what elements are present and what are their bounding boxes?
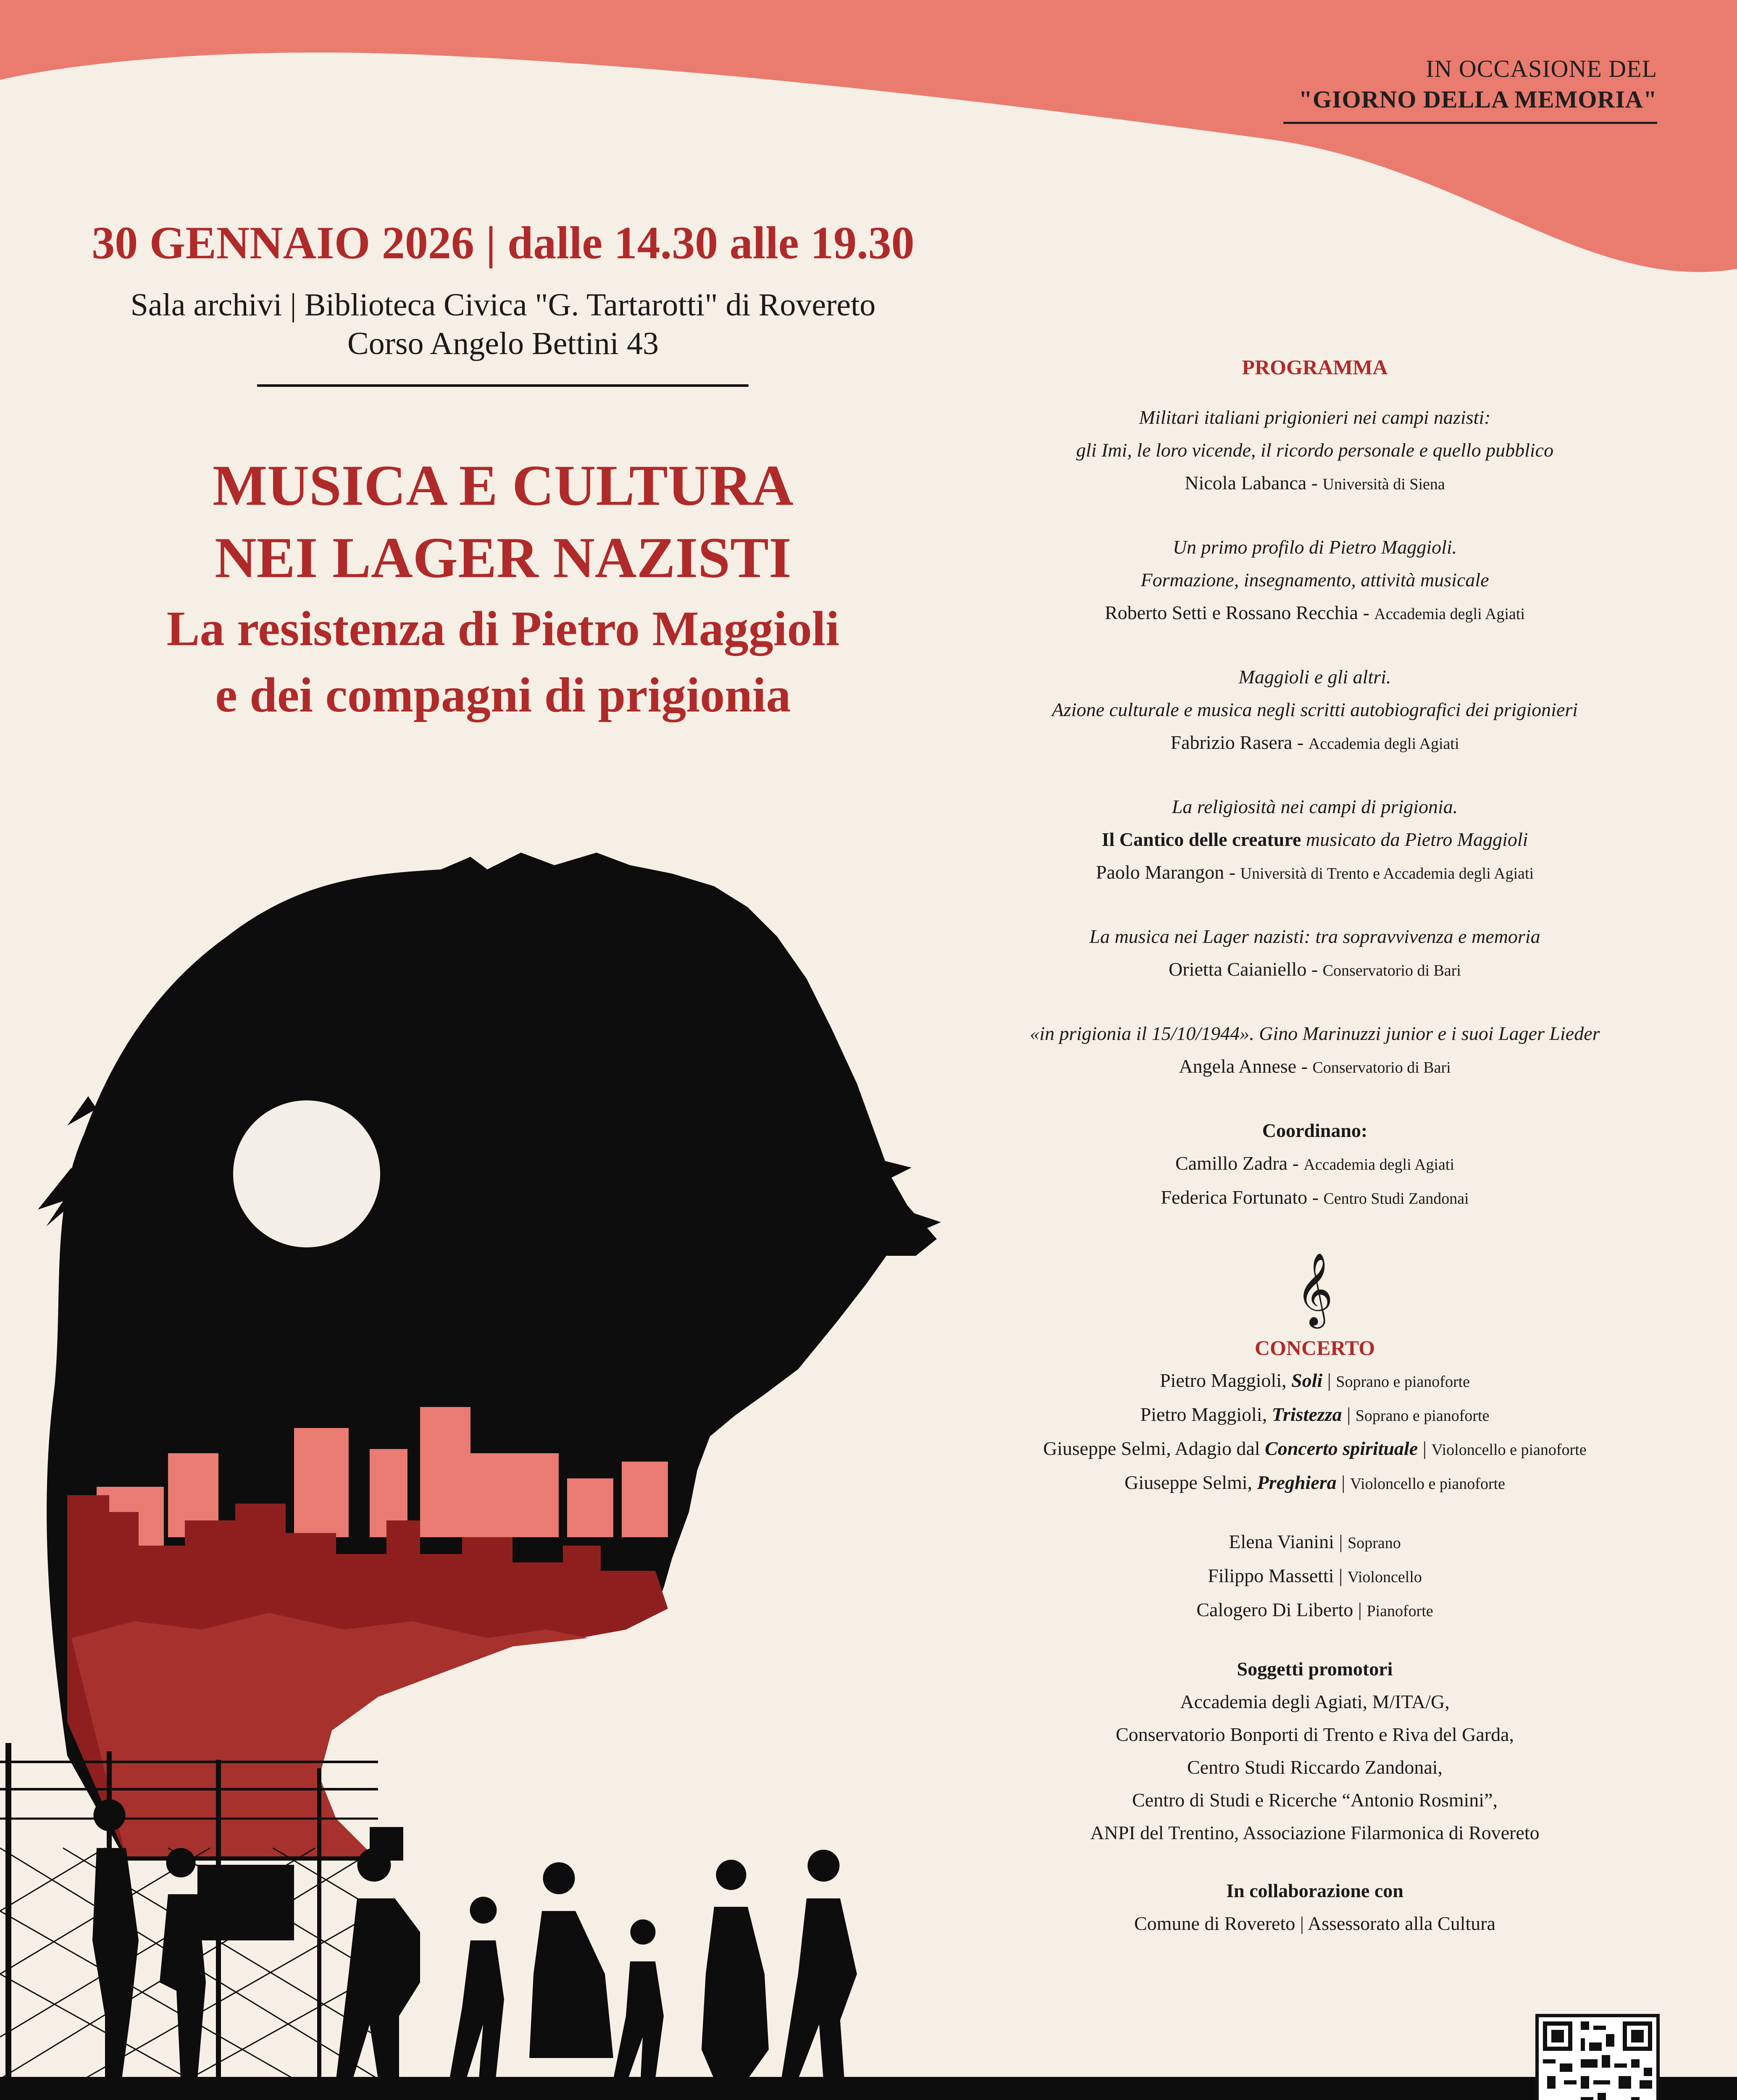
piece-instruments: Violoncello e pianoforte	[1350, 1475, 1506, 1493]
coord-name: Federica Fortunato	[1161, 1186, 1308, 1208]
occasion-label	[1299, 55, 1657, 113]
venue-line1: Sala archivi | Biblioteca Civica "G. Tartarotti" di Rovereto	[130, 287, 876, 323]
coordinators: Coordinano: Camillo Zadra - Accademia degli Agiati Federica Fortunato - Centro Studi Zandonai	[996, 1114, 1634, 1215]
piece-composer: Giuseppe Selmi, Adagio dal	[1043, 1438, 1260, 1459]
talk-subtitle-work: Il Cantico delle creature	[1101, 829, 1301, 850]
title-line2: NEI LAGER NAZISTI	[215, 525, 791, 590]
talk-4: La religiosità nei campi di prigionia. Il Cantico delle creature musicato da Pietro Maggioli Paolo Marangon - Università di Trento e Accademia degli Agiati	[996, 790, 1634, 890]
promoter-line: ANPI del Trentino, Associazione Filarmonica di Rovereto	[1090, 1822, 1540, 1843]
performer-instrument: Violoncello	[1347, 1568, 1422, 1586]
performer-instrument: Soprano	[1348, 1534, 1401, 1552]
talk-affiliation: Università di Trento e Accademia degli Agiati	[1240, 865, 1534, 882]
talk-title: Un primo profilo di Pietro Maggioli.	[1172, 536, 1457, 558]
concerto-section: CONCERTO Pietro Maggioli, Soli | Soprano e pianoforte Pietro Maggioli, Tristezza | Soprano e pianoforte Giuseppe Selmi, Adagio dal Concerto spirituale | Violoncello e pianoforte Giuseppe Selmi, Preghiera | Violoncello e pianoforte	[996, 1331, 1634, 1500]
talk-title: «in prigionia il 15/10/1944». Gino Marinuzzi junior e i suoi Lager Lieder	[1030, 1023, 1600, 1044]
performer-name: Calogero Di Liberto	[1196, 1599, 1353, 1620]
talk-subtitle: Azione culturale e musica negli scritti autobiografici dei prigionieri	[1051, 699, 1578, 720]
collaboration	[996, 1874, 1634, 1940]
piece-composer: Pietro Maggioli,	[1140, 1404, 1267, 1425]
piece-composer: Giuseppe Selmi,	[1124, 1472, 1253, 1493]
talk-title: Militari italiani prigionieri nei campi nazisti:	[1139, 407, 1491, 428]
talk-1: Militari italiani prigionieri nei campi nazisti: gli Imi, le loro vicende, il ricordo personale e quello pubblico Nicola Labanca - Università di Siena	[996, 401, 1634, 501]
title-line3: La resistenza di Pietro Maggioli	[166, 601, 840, 656]
occasion-line1: IN OCCASIONE DEL	[1426, 55, 1657, 82]
concerto-heading: CONCERTO	[1254, 1336, 1375, 1360]
ground	[0, 2077, 1737, 2100]
talk-subtitle: Formazione, insegnamento, attività musicale	[1140, 569, 1489, 591]
collab-line: Comune di Rovereto | Assessorato alla Cultura	[1134, 1913, 1496, 1934]
promoter-line: Centro di Studi e Ricerche “Antonio Rosmini”,	[1132, 1789, 1498, 1811]
qr-code[interactable]	[1535, 2014, 1660, 2100]
title-line1: MUSICA E CULTURA	[213, 453, 794, 517]
talk-subtitle: gli Imi, le loro vicende, il ricordo personale e quello pubblico	[1076, 439, 1554, 461]
piece-work: Soli	[1291, 1370, 1323, 1391]
piece-work: Tristezza	[1272, 1404, 1342, 1425]
moon	[233, 1100, 380, 1247]
coord-affiliation: Centro Studi Zandonai	[1323, 1190, 1469, 1208]
talk-speaker: Orietta Caianiello	[1169, 958, 1307, 980]
talk-affiliation: Accademia degli Agiati	[1308, 735, 1459, 753]
occasion-line2: "GIORNO DELLA MEMORIA"	[1298, 86, 1657, 113]
collab-heading: In collaborazione con	[1226, 1880, 1403, 1901]
coord-name: Camillo Zadra	[1175, 1152, 1288, 1174]
performer-instrument: Pianoforte	[1366, 1602, 1433, 1620]
piece-composer: Pietro Maggioli,	[1159, 1370, 1287, 1391]
coord-affiliation: Accademia degli Agiati	[1303, 1156, 1455, 1173]
programme-column	[996, 351, 1634, 1970]
title-line4: e dei compagni di prigionia	[215, 667, 791, 722]
talk-affiliation: Conservatorio di Bari	[1322, 962, 1461, 979]
performer-name: Elena Vianini	[1229, 1531, 1334, 1552]
talk-affiliation: Università di Siena	[1322, 475, 1445, 493]
promoters-heading: Soggetti promotori	[1237, 1658, 1393, 1680]
talk-title: Maggioli e gli altri.	[1238, 666, 1391, 688]
venue-rule	[257, 384, 749, 387]
talk-5: La musica nei Lager nazisti: tra sopravvivenza e memoria Orietta Caianiello - Conservatorio di Bari	[996, 920, 1634, 987]
talk-6: «in prigionia il 15/10/1944». Gino Marinuzzi junior e i suoi Lager Lieder Angela Annese - Conservatorio di Bari	[996, 1017, 1634, 1084]
performer-name: Filippo Massetti	[1208, 1565, 1334, 1586]
promoters	[996, 1653, 1634, 1849]
talk-speaker: Paolo Marangon	[1096, 861, 1225, 883]
talk-title: La musica nei Lager nazisti: tra sopravvivenza e memoria	[1089, 926, 1540, 947]
event-date: 30 GENNAIO 2026 | dalle 14.30 alle 19.30	[92, 217, 914, 268]
piece-work: Preghiera	[1257, 1472, 1337, 1493]
venue-line2: Corso Angelo Bettini 43	[347, 326, 659, 361]
talk-2: Un primo profilo di Pietro Maggioli. Formazione, insegnamento, attività musicale Roberto Setti e Rossano Recchia - Accademia degli Agiati	[996, 531, 1634, 630]
promoter-line: Conservatorio Bonporti di Trento e Riva del Garda,	[1116, 1724, 1514, 1745]
event-venue	[0, 286, 1006, 363]
talk-speaker: Nicola Labanca	[1185, 472, 1307, 494]
talk-speaker: Angela Annese	[1179, 1055, 1297, 1077]
piece-instruments: Soprano e pianoforte	[1355, 1407, 1490, 1425]
talk-subtitle-rest: musicato da Pietro Maggioli	[1306, 829, 1528, 850]
talk-affiliation: Conservatorio di Bari	[1312, 1059, 1451, 1076]
treble-clef-icon: 𝄞	[1296, 1255, 1333, 1324]
promoter-line: Centro Studi Riccardo Zandonai,	[1187, 1756, 1443, 1778]
piece-work: Concerto spirituale	[1265, 1438, 1418, 1459]
performers: Elena Vianini | Soprano Filippo Massetti | Violoncello Calogero Di Liberto | Pianoforte	[1196, 1531, 1433, 1620]
occasion-rule	[1283, 122, 1657, 124]
qr-pattern	[1539, 2017, 1656, 2100]
coord-heading: Coordinano:	[1262, 1120, 1368, 1141]
talk-affiliation: Accademia degli Agiati	[1374, 605, 1525, 623]
promoter-line: Accademia degli Agiati, M/ITA/G,	[1180, 1691, 1450, 1712]
talk-speaker: Fabrizio Rasera	[1170, 732, 1293, 753]
programma-heading: PROGRAMMA	[1242, 355, 1388, 379]
talk-3: Maggioli e gli altri. Azione culturale e musica negli scritti autobiografici dei prigionieri Fabrizio Rasera - Accademia degli Agiati	[996, 661, 1634, 760]
piece-instruments: Soprano e pianoforte	[1336, 1373, 1470, 1391]
talk-title: La religiosità nei campi di prigionia.	[1172, 796, 1458, 817]
talk-speaker: Roberto Setti e Rossano Recchia	[1104, 602, 1358, 623]
piece-instruments: Violoncello e pianoforte	[1431, 1441, 1587, 1459]
poster-title	[0, 449, 1006, 727]
